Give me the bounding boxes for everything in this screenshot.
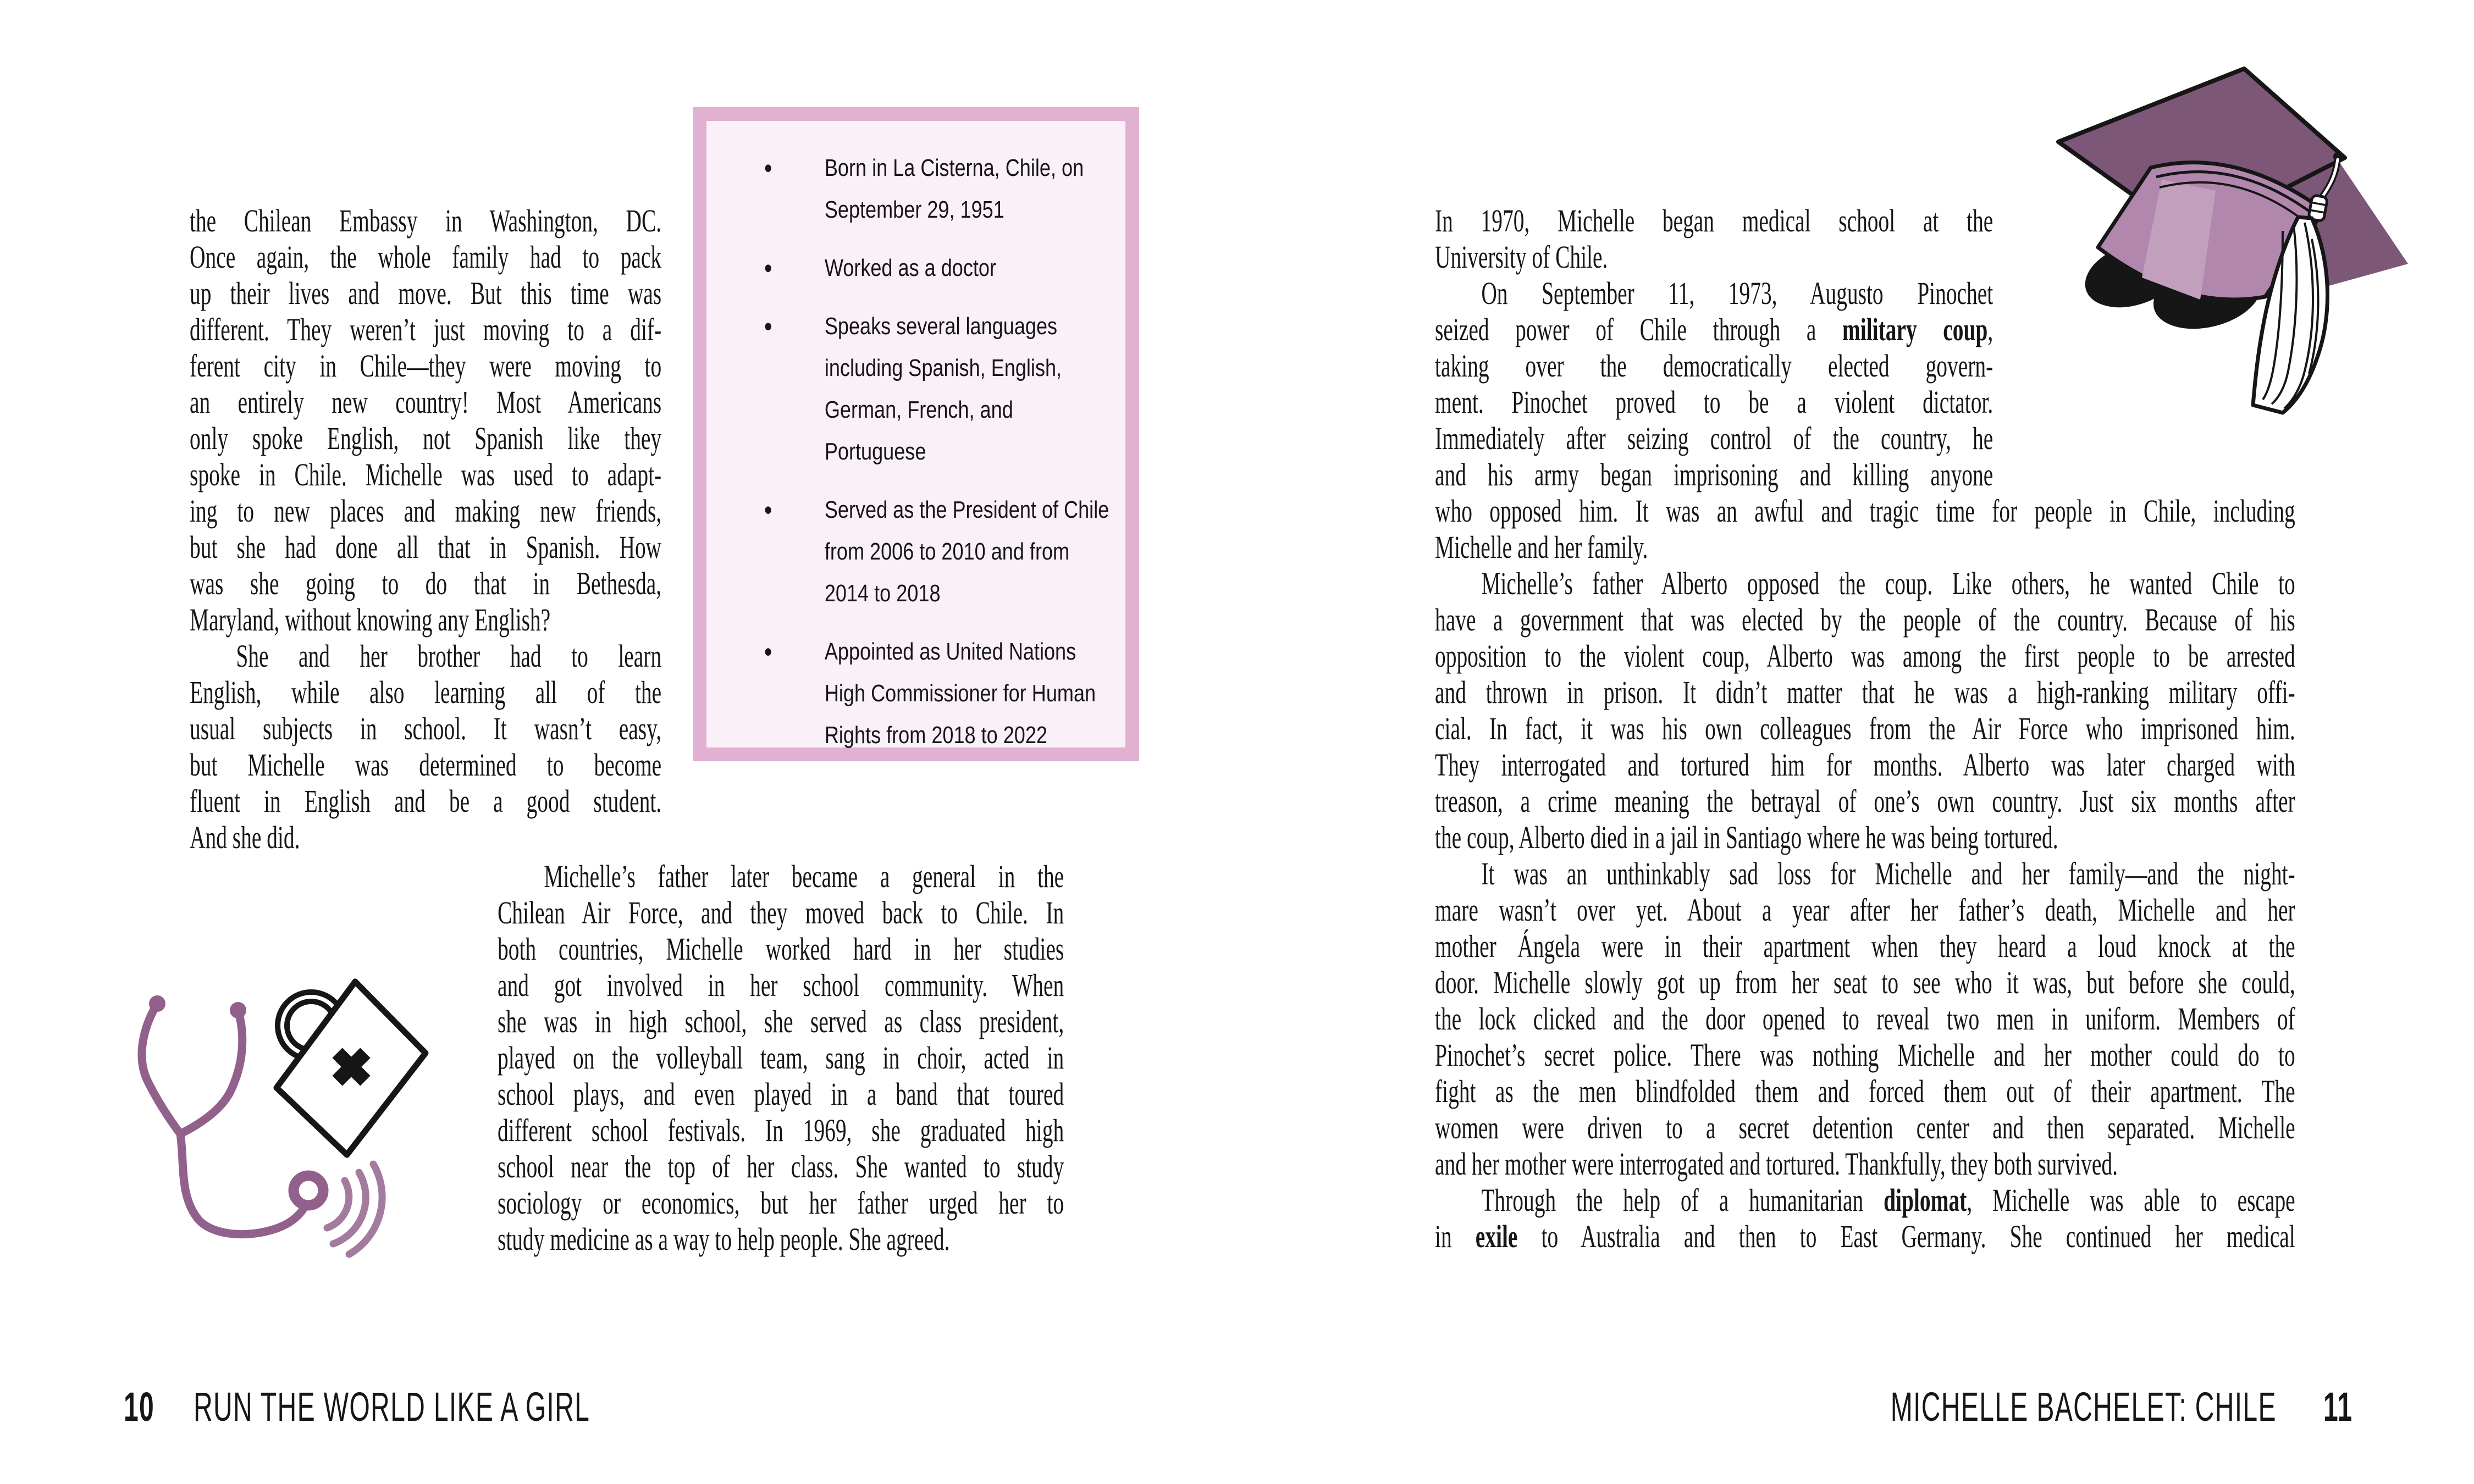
text-line: On September 11, 1973, Augusto Pinochet — [1481, 275, 1993, 311]
text-line: the coup, Alberto died in a jail in Santiago where he was being tortured. — [1435, 819, 2058, 855]
fact-list-item — [706, 306, 1103, 473]
text-line: who opposed him. It was an awful and tragic time for people in Chile, including — [1435, 493, 2295, 529]
fact-list-item — [706, 489, 1109, 614]
text-line: mare wasn’t over yet. About a year after her father’s death, Michelle and her — [1435, 892, 2295, 928]
text-line: school near the top of her class. She wanted to study — [498, 1149, 1064, 1184]
text-line: only spoke English, not Spanish like they — [190, 420, 662, 456]
left-lower-paragraph — [498, 859, 1064, 1258]
fact-line: • Appointed as United Nations — [824, 638, 1076, 665]
text-line: sociology or economics, but her father urged her to — [498, 1185, 1064, 1221]
text-line: but Michelle was determined to become — [190, 747, 662, 783]
text-line: Maryland, without knowing any English? — [190, 602, 551, 638]
fact-line: German, French, and — [824, 396, 1013, 423]
stethoscope-icon — [142, 995, 323, 1234]
fact-box — [693, 107, 1139, 761]
text-line: fluent in English and be a good student. — [190, 783, 662, 819]
fact-line: • Born in La Cisterna, Chile, on — [824, 154, 1084, 181]
text-line: English, while also learning all of the — [190, 674, 662, 710]
fact-line: Portuguese — [824, 438, 926, 465]
stethoscope-and-bag-illustration — [126, 977, 434, 1259]
fact-list-item — [706, 631, 1103, 756]
text-line: and got involved in her school community. When — [498, 967, 1064, 1003]
text-line: mother Ángela were in their apartment when they heard a loud knock at the — [1435, 928, 2295, 964]
left-footer — [124, 1385, 590, 1429]
text-line: ment. Pinochet proved to be a violent dictator. — [1435, 384, 1993, 420]
text-line: treason, a crime meaning the betrayal of one’s own country. Just six months after — [1435, 783, 2295, 819]
text-line: spoke in Chile. Michelle was used to adapt- — [190, 457, 662, 492]
text-line: opposition to the violent coup, Alberto was among the first people to be arrested — [1435, 638, 2295, 674]
text-line: Once again, the whole family had to pack — [190, 239, 662, 275]
text-line: taking over the democratically elected govern- — [1435, 348, 1993, 384]
text-line: and his army began imprisoning and killing anyone — [1435, 457, 1993, 492]
text-line: They interrogated and tortured him for months. Alberto was later charged with — [1435, 747, 2295, 783]
right-body-full-column — [1435, 493, 2295, 1255]
text-line: women were driven to a secret detention center and then separated. Michelle — [1435, 1110, 2295, 1145]
text-line: ing to new places and making new friends, — [190, 493, 662, 529]
text-line: It was an unthinkably sad loss for Michelle and her family—and the night- — [1481, 856, 2295, 891]
sound-waves-icon — [327, 1164, 382, 1254]
text-line: door. Michelle slowly got up from her seat to see who it was, but before she could, — [1435, 965, 2295, 1000]
text-line: and her mother were interrogated and tortured. Thankfully, they both survived. — [1435, 1146, 2118, 1182]
text-line: cial. In fact, it was his own colleagues from the Air Force who imprisoned him. — [1435, 711, 2295, 746]
text-line: she was in high school, she served as class president, — [498, 1004, 1064, 1039]
text-line: but she had done all that in Spanish. How — [190, 529, 662, 565]
text-line: ferent city in Chile—they were moving to — [190, 348, 662, 384]
text-line: Immediately after seizing control of the country, he — [1435, 420, 1993, 456]
fact-line: • Speaks several languages — [824, 313, 1058, 340]
left-body-column — [190, 203, 661, 856]
text-line: Chilean Air Force, and they moved back to Chile. In — [498, 895, 1064, 931]
text-line: different school festivals. In 1969, she graduated high — [498, 1112, 1064, 1148]
text-line: the Chilean Embassy in Washington, DC. — [190, 203, 662, 239]
text-line: different. They weren’t just moving to a dif- — [190, 312, 662, 347]
fact-list — [706, 147, 1109, 773]
text-line: in exile to Australia and then to East Germany. She continued her medical — [1435, 1219, 2295, 1254]
fact-line: 2014 to 2018 — [824, 580, 941, 607]
text-line: the lock clicked and the door opened to reveal two men in uniform. Members of — [1435, 1001, 2295, 1037]
fact-line: Rights from 2018 to 2022 — [824, 722, 1047, 749]
text-line: In 1970, Michelle began medical school at the — [1435, 203, 1993, 239]
text-line: And she did. — [190, 819, 300, 855]
text-line: have a government that was elected by the people of the country. Because of his — [1435, 602, 2295, 638]
text-line: University of Chile. — [1435, 239, 1608, 275]
fact-line: • Worked as a doctor — [824, 254, 997, 281]
fact-line: including Spanish, English, — [824, 355, 1062, 381]
fact-list-item — [706, 247, 1103, 289]
text-line: Michelle and her family. — [1435, 529, 1648, 565]
text-line: study medicine as a way to help people. She agreed. — [498, 1221, 950, 1257]
text-line: school plays, and even played in a band that toured — [498, 1076, 1064, 1112]
text-line: an entirely new country! Most Americans — [190, 384, 662, 420]
graduation-cap-illustration — [2034, 41, 2452, 448]
text-line: Michelle’s father Alberto opposed the coup. Like others, he wanted Chile to — [1481, 566, 2295, 601]
text-line: Pinochet’s secret police. There was nothing Michelle and her mother could do to — [1435, 1037, 2295, 1073]
fact-line: • Served as the President of Chile — [824, 496, 1109, 523]
text-line: Through the help of a humanitarian diplomat, Michelle was able to escape — [1481, 1182, 2295, 1218]
text-line: and thrown in prison. It didn’t matter that he was a high-ranking military offi- — [1435, 674, 2295, 710]
text-line: usual subjects in school. It wasn’t easy, — [190, 711, 662, 746]
text-line: both countries, Michelle worked hard in her studies — [498, 931, 1064, 967]
right-body-narrow-column — [1435, 203, 1993, 493]
fact-line: High Commissioner for Human — [824, 680, 1096, 707]
text-line: fight as the men blindfolded them and forced them out of their apartment. The — [1435, 1073, 2295, 1109]
text-line: played on the volleyball team, sang in choir, acted in — [498, 1040, 1064, 1076]
running-head: RUN THE WORLD LIKE A GIRL — [193, 1384, 590, 1430]
fact-line: September 29, 1951 — [824, 196, 1004, 223]
page-number: 10 — [124, 1384, 155, 1430]
text-line: up their lives and move. But this time was — [190, 275, 662, 311]
page-number: 11 — [2323, 1384, 2352, 1430]
text-line: She and her brother had to learn — [236, 638, 662, 674]
running-head: MICHELLE BACHELET: CHILE — [1890, 1384, 2277, 1430]
text-line: seized power of Chile through a military coup, — [1435, 312, 1993, 347]
text-line: was she going to do that in Bethesda, — [190, 566, 662, 601]
right-footer — [1890, 1385, 2352, 1429]
fact-list-item — [706, 147, 1103, 231]
fact-line: from 2006 to 2010 and from — [824, 538, 1070, 565]
text-line: Michelle’s father later became a general in the — [544, 859, 1064, 894]
